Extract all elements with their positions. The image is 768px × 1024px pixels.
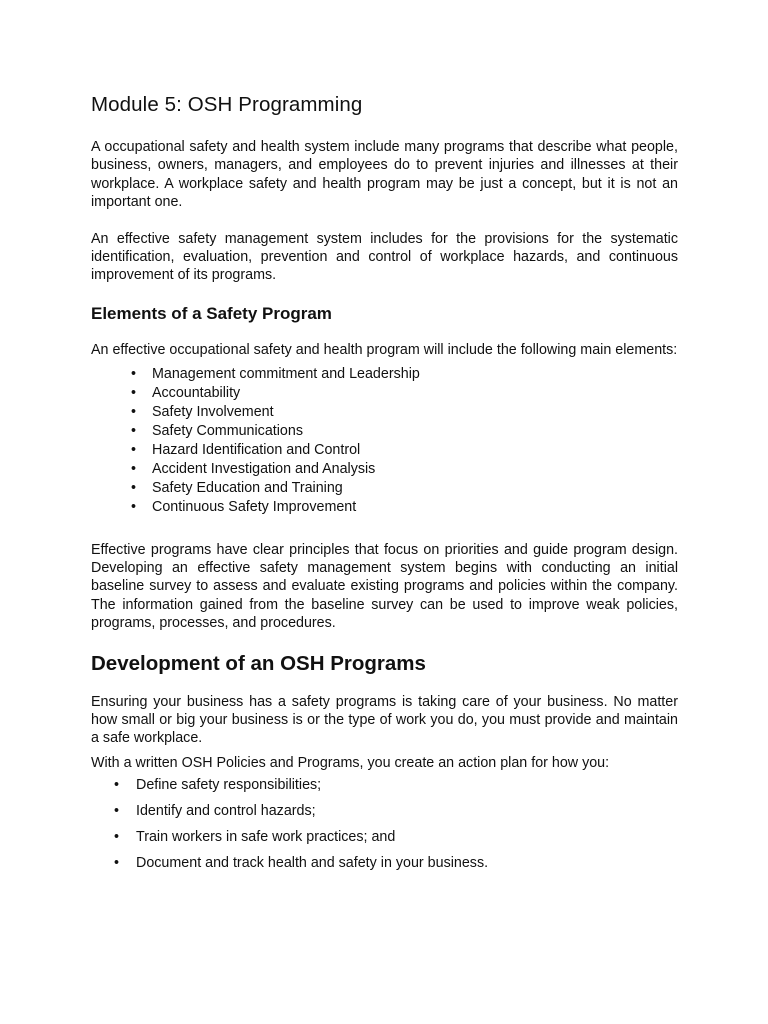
list-item: • Safety Education and Training [131, 479, 343, 496]
list-item: • Define safety responsibilities; [114, 777, 322, 794]
list-item: • Management commitment and Leadership [131, 366, 420, 383]
list-item: • Continuous Safety Improvement [131, 498, 357, 515]
bullet-icon: • [131, 366, 137, 383]
list-item: • Accident Investigation and Analysis [131, 460, 376, 477]
bullet-icon: • [131, 385, 137, 402]
bullet-icon: • [131, 404, 137, 421]
elements-list [91, 365, 678, 516]
elements-intro: An effective occupational safety and health program will include the following main elements: [91, 341, 678, 358]
bullet-icon: • [114, 855, 120, 872]
action-items-list [91, 776, 678, 872]
document-page [91, 92, 678, 880]
bullet-icon: • [131, 441, 137, 458]
list-item: • Safety Communications [131, 422, 303, 439]
bullet-icon: • [131, 479, 137, 496]
bullet-icon: • [114, 777, 120, 794]
action-plan-intro: With a written OSH Policies and Programs, you create an action plan for how you: [91, 754, 610, 771]
elements-closing-paragraph: Effective programs have clear principles that focus on priorities and guide program design. Developing an effective safety management system begins with conducting an initial baseline survey to assess and evaluate existing programs and policies within the company. The information gained from the baseline survey can be used to improve weak policies, programs, processes, and procedures. [91, 541, 678, 632]
bullet-icon: • [114, 829, 120, 846]
bullet-icon: • [131, 498, 137, 515]
list-item: • Accountability [131, 385, 241, 402]
bullet-icon: • [131, 422, 137, 439]
list-item: • Safety Involvement [131, 404, 274, 421]
elements-heading: Elements of a Safety Program [91, 303, 332, 323]
list-item: • Identify and control hazards; [114, 803, 316, 820]
list-item: • Document and track health and safety in your business. [114, 855, 489, 872]
development-heading: Development of an OSH Programs [91, 651, 426, 675]
development-paragraph: Ensuring your business has a safety programs is taking care of your business. No matter how small or big your business is or the type of work you do, you must provide and maintain a safe workplace. [91, 693, 678, 747]
list-item: • Train workers in safe work practices; and [114, 829, 396, 846]
bullet-icon: • [114, 803, 120, 820]
intro-paragraph-1: A occupational safety and health system include many programs that describe what people, business, owners, managers, and employees do to prevent injuries and illnesses at their workplace. A workplace safety and health program may be just a concept, but it is not an important one. [91, 139, 678, 211]
intro-paragraph-2: An effective safety management system includes for the provisions for the systematic identification, evaluation, prevention and control of workplace hazards, and continuous improvement of its programs. [91, 230, 678, 284]
page-title: Module 5: OSH Programming [91, 93, 363, 116]
bullet-icon: • [131, 460, 137, 477]
list-item: • Hazard Identification and Control [131, 441, 361, 458]
